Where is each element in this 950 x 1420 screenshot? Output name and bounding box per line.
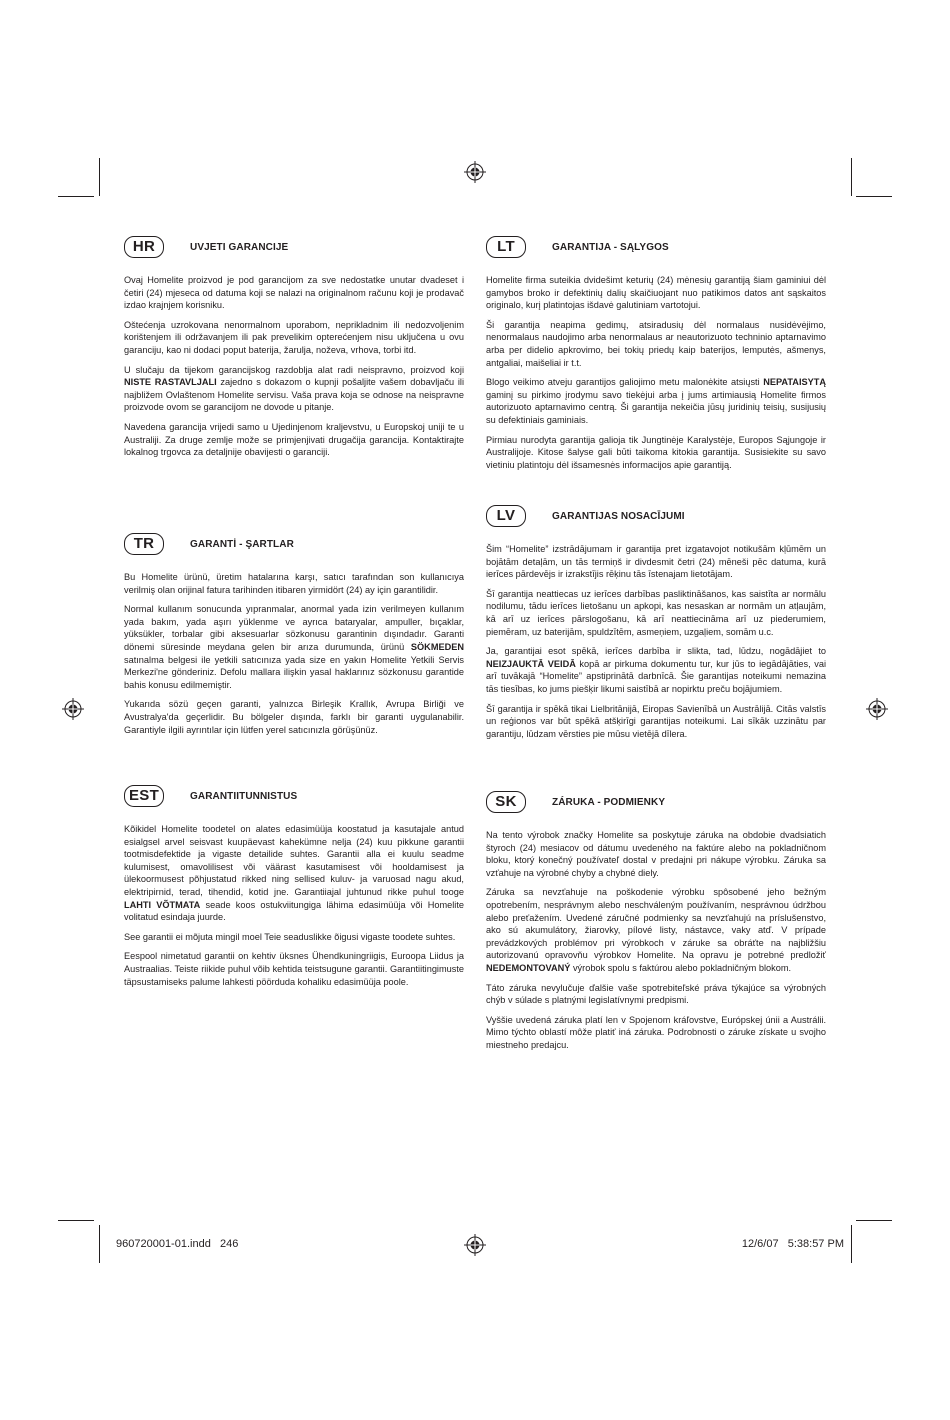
section-title: GARANTIJAS NOSACĪJUMI (552, 511, 685, 522)
section-header (486, 236, 826, 260)
section-tr (124, 533, 464, 743)
text-run: satınalma belgesi ile yetkili satıcınıza yada size en yakın Homelite Yetkili Servis Merkezi'ne gönderiniz. Defolu mallara ilişkin yasal haklarınız sözkonusu garantide bahis konusu edilmemiştir. (124, 654, 464, 690)
paragraph: Vyššie uvedená záruka platí len v Spojenom kráľovstve, Európskej únii a Austrálii. Mimo týchto oblastí môže platiť iná záruka. Podrobnosti o záruke získate u svojho miestneho predajcu. (486, 1014, 826, 1050)
paragraph: Šī garantija ir spēkā tikai Lielbritānijā, Eiropas Savienībā un Austrālijā. Citās valstīs un reģionos var būt spēkā atšķirīgi garantijas noteikumi. Lai sīkāk uzzinātu par garantiju, lūdzam vērsties pie mūsu vietējā dīlera. (486, 703, 826, 739)
paragraph (124, 364, 464, 414)
paragraph: Oštećenja uzrokovana nenormalnom uporabom, neprikladnim ili nedozvoljenim korištenjem ili održavanjem ili pak prevelikim opterećenjem nisu uključena u ovu garanciju, kao ni dodaci poput baterija, žarulja, noževa, vrhova, torbi itd. (124, 319, 464, 355)
crop-mark (851, 1225, 852, 1263)
emphasis: SÖKMEDEN (410, 641, 464, 652)
language-badge: HR (124, 236, 164, 258)
language-badge: SK (486, 791, 526, 813)
footer-file-info: 960720001-01.indd 246 (116, 1238, 239, 1250)
text-run: Záruka sa nevzťahuje na poškodenie výrobku spôsobené jeho bežným opotrebením, nesprávnym alebo neschváleným používaním, nesprávnou údržbou alebo preťažením. Uvedené záručné podmienky sa nevzťahujú na príslušenstvo, ako sú akumulátory, žiarovky, pílové listy, nástavce, vaky atď. V prípade prevádzkových problémov pri výrobkoch v záruke sa obráťte na najbližšiu autorizovanú opravovňu výrobkov Homelite. Na opravu je potrebné predložiť (486, 887, 826, 961)
section-sk (486, 791, 826, 1059)
section-lv (486, 505, 826, 747)
language-badge: EST (124, 785, 164, 807)
registration-mark-icon (866, 698, 888, 720)
paragraph: Ši garantija neapima gedimų, atsiradusių dėl normalaus nusidėvėjimo, nenormalaus naudojimo arba nenormalaus ar neautorizuoto techninio aptarnavimo arba per didelio apkrovimo, bei tokių priedų kaip baterijos, lemputės, ašmenys, antgaliai, maišeliai ir t.t. (486, 319, 826, 368)
section-est (124, 785, 464, 995)
paragraph: Šim “Homelite” izstrādājumam ir garantija pret izgatavojot notikušām kļūmēm un bojātām detaļām, un tās termiņš ir divdesmit četri (24) mēneši pēc datuma, kurā ierīces pārdevējs ir izrakstījis rēķinu tās īstenajam lietotājam. (486, 544, 826, 580)
text-run: kopā ar pirkuma dokumentu tur, kur jūs to iegādājāties, vai arī tuvākajā “Homelite” apstiprinātā darbnīcā. Šie garantijas noteikumi nemazina tās tiesības, ko jums piešķir likumi saistībā ar nopirktu preču bojājumiem. (486, 658, 826, 694)
paragraph: Ovaj Homelite proizvod je pod garancijom za sve nedostatke unutar dvadeset i četiri (24) mjeseca od datuma koji se nalazi na originalnom računu koji je prodavač izdao krajnjem korisniku. (124, 275, 464, 311)
section-title: ZÁRUKA - PODMIENKY (552, 797, 666, 808)
section-header (124, 785, 464, 809)
paragraph (124, 603, 464, 691)
registration-mark-icon (62, 698, 84, 720)
section-title: GARANTIJA - SĄLYGOS (552, 242, 669, 253)
paragraph: Bu Homelite ürünü, üretim hatalarına karşı, satıcı tarafından son kullanıcıya verilmiş olan orijinal fatura tarihinden itibaren yirmidört (24) ay için garantilidir. (124, 572, 464, 595)
text-run: seade koos ostukviitungiga lähima edasimüüja või Homelite volitatud esindaja juurde. (124, 899, 464, 923)
registration-mark-icon (464, 161, 486, 183)
text-run: zajedno s dokazom o kupnji pošaljite vašem dobavljaču ili najbližem Ovlaštenom Homelite servisu. Vaša prava koja se odnose na neispravne proizvode ovom se garancijom ne dovode u pitanje. (124, 377, 464, 413)
emphasis: NEDEMONTOVANÝ (486, 962, 571, 973)
paragraph: Táto záruka nevylučuje ďalšie vaše spotrebiteľské práva týkajúce sa výrobných chýb v súlade s platnými legislatívnymi predpismi. (486, 982, 826, 1006)
section-header (124, 236, 464, 260)
text-run: Normal kullanım sonucunda yıpranmalar, anormal yada izin verilmeyen kullanım yada bakım, yada aşırı yüklenme ve ayrıca bataryalar, ampuller, bıçaklar, yüksükler, torbalar gibi aksesuarlar sözkonusu garantinin dışındadır. Garanti dönemi süresinde meydana gelen bir arıza durumunda, ürünü (124, 604, 464, 652)
text-run: Kõikidel Homelite toodetel on alates edasimüüja koostatud ja kasutajale antud esialgsel arvel seisvast kuupäevast kahekümne nelja (24) kuu pikkune garantii tootmisdefektide ja vigaste detailide suhtes. Garantii alla ei kuulu seadme kulumisest, omavolilisest või väärast kasutamisest või hooldamisest ja ülekoormusest põhjustatud rikked ning sellised kuluv- ja varuosad nagu akud, elektripirnid, terad, tihendid, kotid jne. Garantiiajal juhtunud rikke puhul tooge (124, 824, 464, 897)
registration-mark-icon (464, 1234, 486, 1256)
crop-mark (856, 1220, 892, 1221)
paragraph (486, 886, 826, 974)
emphasis: LAHTI VÕTMATA (124, 899, 201, 910)
emphasis: NEPATAISYTĄ (763, 377, 826, 388)
section-lt (486, 236, 826, 478)
paragraph: Eespool nimetatud garantii on kehtiv üksnes Ühendkuningriigis, Euroopa Liidus ja Austraalias. Teiste riikide puhul võib kehtida teistsugune garantii. Garantiitingimuste täpsustamiseks palume lahkesti pöörduda kohaliku edasimüüja poole. (124, 951, 464, 987)
emphasis: NISTE RASTAVLJALI (124, 377, 217, 388)
language-badge: TR (124, 533, 164, 555)
emphasis: NEIZJAUKTĀ VEIDĀ (486, 658, 576, 669)
paragraph: Na tento výrobok značky Homelite sa poskytuje záruka na obdobie dvadsiatich štyroch (24) mesiacov od dátumu uvedeného na faktúre alebo na pokladničnom bloku, ktorý konečný používateľ dostal v predajni pri nákupe výrobku. Záruka sa vzťahuje na výrobné chyby a chybné diely. (486, 830, 826, 878)
crop-mark (58, 196, 94, 197)
crop-mark (851, 158, 852, 196)
text-run: Blogo veikimo atveju garantijos galiojimo metu malonėkite atsiųsti (486, 377, 764, 388)
crop-mark (856, 196, 892, 197)
section-header (486, 505, 826, 529)
text-run: gaminį su pirkimo įrodymu savo tiekėjui arba į jums artimiausią Homelite firmos autorizuoto aptarnavimo centrą. Ši garantija nekeičia jūsų juridinių teisių, susijusių su defektiniais gaminiais. (486, 389, 826, 425)
section-header (486, 791, 826, 815)
paragraph (486, 376, 826, 426)
language-badge: LV (486, 505, 526, 527)
paragraph: Pirmiau nurodyta garantija galioja tik Jungtinėje Karalystėje, Europos Sąjungoje ir Australijoje. Kitose šalyse gali būti taikoma kitokia garantija. Susisiekite su savo vietiniu platintoju dėl išsamesnės informacijos apie garantiją. (486, 434, 826, 470)
section-title: UVJETI GARANCIJE (190, 242, 289, 253)
paragraph: See garantii ei mõjuta mingil moel Teie seaduslikke õigusi vigaste toodete suhtes. (124, 931, 456, 942)
section-hr (124, 236, 464, 466)
crop-mark (99, 1225, 100, 1263)
paragraph: Šī garantija neattiecas uz ierīces darbības pasliktināšanos, kas saistīta ar normālu nodilumu, tādu ierīces lietošanu un apkopi, kas nesaskan ar normām un atļaujām, kā arī uz ierīces pārslogošanu, kā arī neattiecināma arī uz piederumiem, piemēram, uz baterijām, spuldzītēm, asmeņiem, uzgaļiem, somām u.c. (486, 588, 826, 637)
crop-mark (58, 1220, 94, 1221)
paragraph (124, 823, 464, 924)
text-run: U slučaju da tijekom garancijskog razdoblja alat radi neispravno, proizvod koji (124, 364, 464, 375)
section-title: GARANTIITUNNISTUS (190, 791, 298, 802)
paragraph: Yukarıda sözü geçen garanti, yalnızca Birleşik Krallık, Avrupa Birliği ve Avustralya'da geçerlidir. Bu bölgeler dışında, farklı bir garanti uygulanabilir. Garantiyle ilgili ayrıntılar için lütfen yerel satıcınızla görüşünüz. (124, 699, 464, 735)
text-run: Ja, garantijai esot spēkā, ierīces darbība ir slikta, tad, lūdzu, nogādājiet to (486, 646, 826, 657)
language-badge: LT (486, 236, 526, 258)
crop-mark (99, 158, 100, 196)
section-title: GARANTİ - ŞARTLAR (190, 539, 294, 550)
text-run: výrobok spolu s faktúrou alebo pokladničným blokom. (570, 962, 792, 973)
paragraph: Navedena garancija vrijedi samo u Ujedinjenom kraljevstvu, u Europskoj uniji te u Australiji. Za druge zemlje može se primjenjivati drugačija garancija. Kontaktirajte lokalnog trgovca za detaljnije obavijesti o garanciji. (124, 421, 464, 458)
paragraph: Homelite firma suteikia dvidešimt keturių (24) mėnesių garantiją šiam gaminiui dėl gamybos broko ir defektinių dalių skaičiuojant nuo patikimos datos ant sąskaitos originalo, kurį platintojas išdavė galutiniam vartotojui. (486, 275, 826, 311)
section-header (124, 533, 464, 557)
footer-timestamp: 12/6/07 5:38:57 PM (741, 1238, 844, 1250)
paragraph (486, 645, 826, 695)
